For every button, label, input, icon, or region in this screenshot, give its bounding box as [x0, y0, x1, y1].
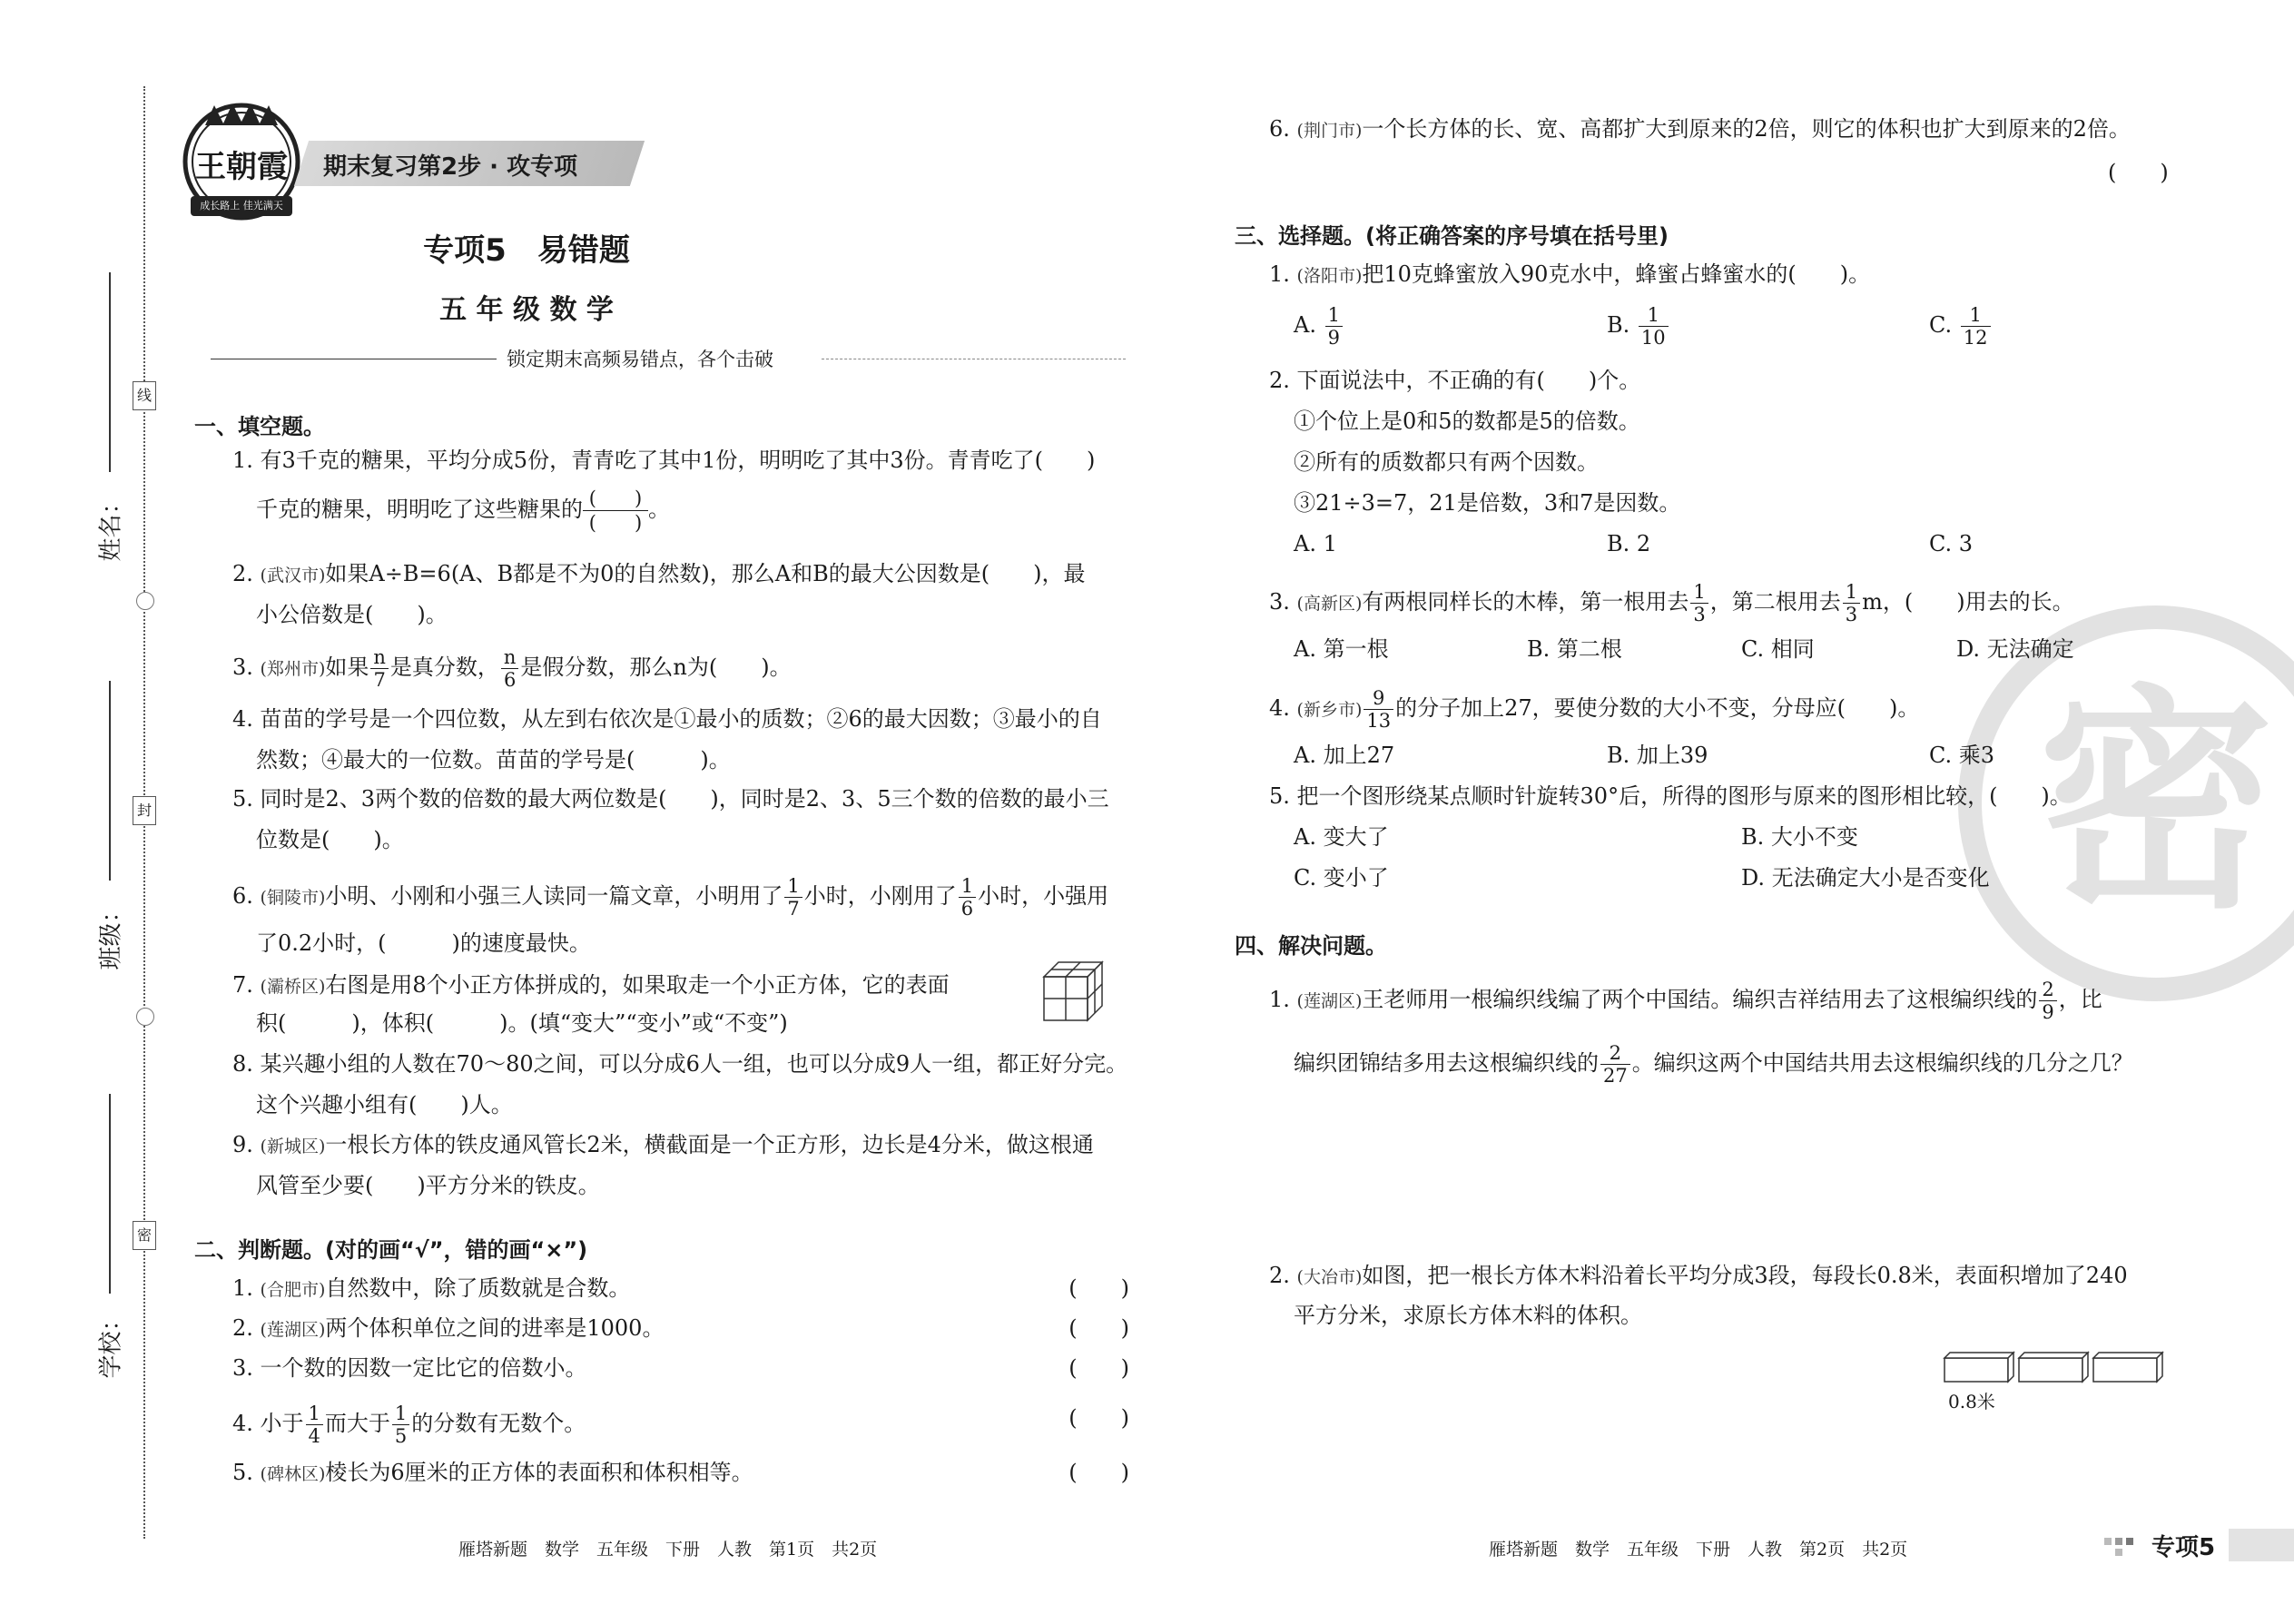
school-label: 学校： [97, 1307, 125, 1379]
header-banner-text: 期末复习第2步 · 攻专项 [323, 153, 578, 181]
fraction: $\frac{2}{27}$ [1600, 1042, 1630, 1087]
brand-logo [178, 98, 305, 225]
fill-q9-line2: 风管至少要( )平方分米的铁皮。 [256, 1173, 600, 1198]
judge-q4-answer[interactable]: ( ) [1068, 1405, 1129, 1431]
choice-q3-option-a[interactable]: A. 第一根 [1294, 636, 1389, 662]
judge-q3-answer[interactable]: ( ) [1068, 1355, 1129, 1381]
fill-q5-line2: 位数是( )。 [256, 827, 404, 852]
section-heading-solve: 四、解决问题。 [1235, 933, 1387, 959]
fraction: $\frac{n}{6}$ [501, 646, 519, 691]
solve-q1-line1: 1. (莲湖区)王老师用一根编织线编了两个中国结。编织吉祥结用去了这根编织线的 $\frac{2}{9}$ ，比 [1269, 979, 2102, 1023]
choice-q3: 3. (高新区)有两根同样长的木棒，第一根用去 $\frac{1}{3}$ ，第二根用去 $\frac{1}{3}$ m，( )用去的长。 [1269, 581, 2074, 625]
fill-q7-line1: 7. (灞桥区)右图是用8个小正方体拼成的，如果取走一个小正方体，它的表面 [232, 972, 950, 998]
fraction: $\frac{1}{7}$ [784, 875, 802, 920]
section-heading-judge: 二、判断题。(对的画“√”，错的画“×”) [194, 1237, 588, 1263]
choice-q5-option-b[interactable]: B. 大小不变 [1741, 824, 1858, 850]
choice-q1-option-a[interactable]: A. $\frac{1}{9}$ [1294, 304, 1344, 349]
choice-q5-option-a[interactable]: A. 变大了 [1294, 824, 1389, 850]
judge-q6-answer[interactable]: ( ) [2108, 160, 2169, 185]
solve-q2-answer-area[interactable] [1269, 1425, 2177, 1516]
fill-q5-line1: 5. 同时是2、3两个数的倍数的最大两位数是( )，同时是2、3、5三个数的倍数的最小三 [232, 786, 1109, 812]
choice-q1-option-c[interactable]: C. $\frac{1}{12}$ [1929, 304, 1993, 349]
motto-text: 锁定期末高频易错点，各个击破 [507, 349, 773, 370]
fill-q7-line2: 积( )，体积( )。(填“变大”“变小”或“不变”) [256, 1010, 788, 1036]
judge-q5: 5. (碑林区)棱长为6厘米的正方体的表面积和体积相等。 [232, 1460, 753, 1485]
fraction: $\frac{1}{6}$ [959, 875, 976, 920]
judge-q6: 6. (荆门市)一个长方体的长、宽、高都扩大到原来的2倍，则它的体积也扩大到原来的2倍。 [1269, 116, 2131, 142]
blank-fraction[interactable]: ( ) ( ) [583, 487, 648, 535]
fill-q1-line1: 1. 有3千克的糖果，平均分成5份，青青吃了其中1份，明明吃了其中3份。青青吃了( ) [232, 448, 1096, 473]
page-title: 专项5 易错题 [423, 232, 630, 269]
fill-q8-line2: 这个兴趣小组有( )人。 [256, 1092, 513, 1117]
judge-q2: 2. (莲湖区)两个体积单位之间的进率是1000。 [232, 1315, 665, 1341]
judge-q1: 1. (合肥市)自然数中，除了质数就是合数。 [232, 1275, 631, 1301]
corner-tag: 专项5 [2151, 1534, 2216, 1561]
wood-blocks-figure [1943, 1351, 2165, 1387]
fill-q6-line2: 了0.2小时，( )的速度最快。 [256, 930, 591, 956]
judge-q5-answer[interactable]: ( ) [1068, 1460, 1129, 1485]
fill-q1-line2: 千克的糖果，明明吃了这些糖果的 ( ) ( )。 [256, 487, 670, 534]
fraction: $\frac{1}{4}$ [306, 1403, 323, 1447]
fraction: $\frac{1}{12}$ [1961, 304, 1991, 349]
fraction: $\frac{2}{9}$ [2039, 979, 2056, 1023]
fill-q4-line2: 然数；④最大的一位数。苗苗的学号是( )。 [256, 747, 731, 773]
judge-q4: 4. 小于 $\frac{1}{4}$ 而大于 $\frac{1}{5}$ 的分数有无数个。 [232, 1403, 586, 1447]
wood-blocks-icon [1943, 1351, 2165, 1383]
binding-hole [136, 1008, 154, 1026]
fill-q9-line1: 9. (新城区)一根长方体的铁皮通风管长2米，横截面是一个正方形，边长是4分米，做这根通 [232, 1132, 1094, 1157]
corner-tag-bar [2229, 1529, 2294, 1561]
fraction: $\frac{9}{13}$ [1364, 687, 1393, 732]
fraction: $\frac{1}{5}$ [392, 1403, 409, 1447]
fraction: $\frac{1}{10}$ [1639, 304, 1669, 349]
cube-stack-icon [1042, 960, 1111, 1022]
judge-q2-answer[interactable]: ( ) [1068, 1315, 1129, 1341]
name-label: 姓名： [97, 490, 125, 562]
footer-right: 雁塔新题 数学 五年级 下册 人教 第2页 共2页 [1489, 1540, 1908, 1560]
choice-q4-option-a[interactable]: A. 加上27 [1294, 743, 1395, 768]
fill-q2-line2: 小公倍数是( )。 [256, 602, 448, 627]
wood-blocks-label: 0.8米 [1948, 1391, 1995, 1412]
class-label: 班级： [97, 899, 125, 970]
footer-left: 雁塔新题 数学 五年级 下册 人教 第1页 共2页 [458, 1540, 878, 1560]
choice-q5-option-d[interactable]: D. 无法确定大小是否变化 [1741, 865, 1990, 891]
choice-q1-option-b[interactable]: B. $\frac{1}{10}$ [1607, 304, 1670, 349]
choice-q2: 2. 下面说法中，不正确的有( )个。 [1269, 368, 1641, 393]
choice-q2-option-b[interactable]: B. 2 [1607, 531, 1651, 556]
dot-pattern-icon [2104, 1534, 2141, 1556]
class-write-line[interactable] [109, 681, 111, 881]
fill-q3: 3. (郑州市)如果 $\frac{n}{7}$ 是真分数， $\frac{n}{6}$ 是假分数，那么n为( )。 [232, 646, 792, 691]
solve-q2-line1: 2. (大冶市)如图，把一根长方体木料沿着长平均分成3段，每段长0.8米，表面积增加了240 [1269, 1263, 2128, 1288]
choice-q3-option-d[interactable]: D. 无法确定 [1956, 636, 2074, 662]
school-write-line[interactable] [109, 1094, 111, 1294]
choice-q2-statement-1: ①个位上是0和5的数都是5的倍数。 [1294, 408, 1640, 434]
section-heading-fill: 一、填空题。 [194, 414, 325, 439]
solve-q2-line2: 平方分米，求原长方体木料的体积。 [1294, 1303, 1642, 1328]
page-subtitle: 五 年 级 数 学 [439, 294, 614, 326]
choice-q4-option-b[interactable]: B. 加上39 [1607, 743, 1708, 768]
corner-tag-dots [2104, 1534, 2141, 1560]
binding-hole [136, 592, 154, 610]
choice-q5-option-c[interactable]: C. 变小了 [1294, 865, 1389, 891]
watermark-char: 密 [2038, 666, 2274, 940]
logo-text: 王朝霞 [195, 149, 288, 185]
solve-q1-line2: 编织团锦结多用去这根编织线的 $\frac{2}{27}$ 。编织这两个中国结共用去这根编织线的几分之几？ [1294, 1042, 2133, 1087]
name-write-line[interactable] [109, 272, 111, 472]
seal-feng: 封 [133, 796, 156, 825]
fraction: $\frac{1}{3}$ [1690, 581, 1708, 625]
fill-q6-line1: 6. (铜陵市)小明、小刚和小强三人读同一篇文章，小明用了 $\frac{1}{7}$ 小时，小刚用了 $\frac{1}{6}$ 小时，小强用 [232, 875, 1109, 920]
fraction: $\frac{n}{7}$ [370, 646, 389, 691]
choice-q4-option-c[interactable]: C. 乘3 [1929, 743, 1995, 768]
judge-q1-answer[interactable]: ( ) [1068, 1275, 1129, 1301]
logo-subtext: 成长路上 佳光满天 [200, 200, 283, 212]
choice-q2-option-a[interactable]: A. 1 [1294, 531, 1337, 556]
fill-q2-line1: 2. (武汉市)如果A÷B=6(A、B都是不为0的自然数)，那么A和B的最大公因数是( )，最 [232, 561, 1086, 586]
choice-q2-statement-2: ②所有的质数都只有两个因数。 [1294, 449, 1599, 475]
section-heading-choice: 三、选择题。(将正确答案的序号填在括号里) [1235, 223, 1669, 249]
choice-q2-option-c[interactable]: C. 3 [1929, 531, 1974, 556]
choice-q5: 5. 把一个图形绕某点顺时针旋转30°后，所得的图形与原来的图形相比较，( )。 [1269, 783, 2072, 809]
fraction: $\frac{1}{9}$ [1325, 304, 1343, 349]
fill-q8-line1: 8. 某兴趣小组的人数在70～80之间，可以分成6人一组，也可以分成9人一组，都正好分完。 [232, 1051, 1128, 1077]
cube-figure [1042, 960, 1111, 1026]
choice-q4: 4. (新乡市) $\frac{9}{13}$ 的分子加上27，要使分数的大小不变，分母应( )。 [1269, 687, 1920, 732]
choice-q3-option-c[interactable]: C. 相同 [1741, 636, 1815, 662]
fill-q4-line1: 4. 苗苗的学号是一个四位数，从左到右依次是①最小的质数；②6的最大因数；③最小的自 [232, 706, 1102, 732]
seal-xian: 线 [133, 381, 156, 410]
choice-q2-statement-3: ③21÷3=7，21是倍数，3和7是因数。 [1294, 490, 1681, 516]
solve-q1-answer-area[interactable] [1269, 1098, 2177, 1235]
choice-q1: 1. (洛阳市)把10克蜂蜜放入90克水中，蜂蜜占蜂蜜水的( )。 [1269, 261, 1871, 287]
choice-q3-option-b[interactable]: B. 第二根 [1527, 636, 1622, 662]
seal-mi: 密 [133, 1221, 156, 1250]
judge-q3: 3. 一个数的因数一定比它的倍数小。 [232, 1355, 587, 1381]
fraction: $\frac{1}{3}$ [1843, 581, 1860, 625]
